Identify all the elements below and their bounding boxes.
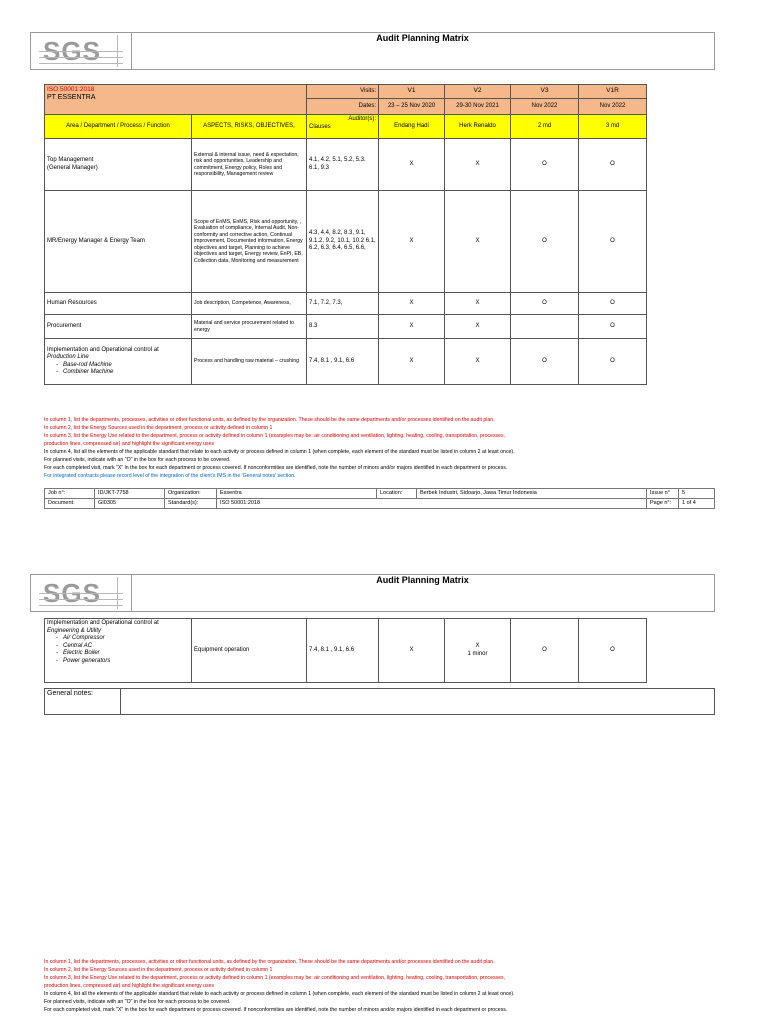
visit-mark: X <box>445 139 511 191</box>
instruction-line: In column 1, list the departments, processes, activities or other functional units, as defined by the organization. These should be the same departments and/or processes identified on the audit plan. <box>44 959 495 965</box>
auditor-name: Herk Renaldo <box>445 115 511 139</box>
instruction-line: In column 3, list the Energy Use related to the department, process or activity defined in column 1 (examples may be: air conditioning and ventilation, lighting, heating, cooling, transportation, processes, <box>44 433 506 439</box>
visit-mark: X <box>379 619 445 683</box>
dates-label: Dates: <box>307 99 379 115</box>
visit-v1: V1 <box>379 85 445 99</box>
visit-mark: O <box>579 315 647 339</box>
visit-mark: O <box>511 293 579 315</box>
area-cell: Procurement <box>45 315 192 339</box>
visit-mark: X <box>379 139 445 191</box>
area-cell: Human Resources <box>45 293 192 315</box>
area-cell: Implementation and Operational control at Engineering & Utility - Air Compressor - Central AC - Electric Boiler - Power generators <box>45 619 192 683</box>
area-cell: MR/Energy Manager & Energy Team <box>45 191 192 293</box>
document-title: Audit Planning Matrix <box>376 575 469 585</box>
visit-v3: V3 <box>511 85 579 99</box>
instruction-line: production lines, compressed air) and highlight the significant energy uses <box>44 441 215 447</box>
nonconformity-note: 1 minor <box>467 650 488 657</box>
standard: ISO 50001:2018 <box>217 499 647 509</box>
visit-mark: O <box>579 293 647 315</box>
area-cell: Top Management (General Manager) <box>45 139 192 191</box>
visit-date: Nov 2022 <box>579 99 647 115</box>
sgs-logo: SGS <box>31 33 132 69</box>
table-row <box>45 339 715 385</box>
document-title: Audit Planning Matrix <box>376 33 469 43</box>
visit-mark: X <box>379 191 445 293</box>
job-number: ID/JKT-7758 <box>95 489 165 499</box>
table-row <box>45 191 715 293</box>
visit-mark: X <box>445 339 511 385</box>
instruction-line: For integrated contracts please record level of the integration of the client's IMS in the 'General notes' section. <box>44 473 296 479</box>
clauses-cell: 7.4, 8.1 , 9.1, 6.6 <box>307 339 379 385</box>
visit-mark: X <box>379 293 445 315</box>
visit-mark: O <box>511 139 579 191</box>
client-info <box>45 85 307 115</box>
visit-v1r: V1R <box>579 85 647 99</box>
clauses-label: Clauses <box>309 123 331 130</box>
table-row <box>45 139 715 191</box>
visit-v2: V2 <box>445 85 511 99</box>
aspects-cell: Material and service procurement related to energy <box>192 315 307 339</box>
auditor-name: Endang Hadi <box>379 115 445 139</box>
instruction-line: In column 1, list the departments, processes, activities or other functional units, as defined by the organization. These should be the same departments and/or processes identified on the audit plan. <box>44 417 495 423</box>
instruction-line: production lines, compressed air) and highlight the significant energy uses <box>44 983 215 989</box>
clauses-cell: 7.1, 7.2, 7.3, <box>307 293 379 315</box>
instructions <box>44 416 744 480</box>
visits-label: Visits: <box>307 85 379 99</box>
auditor-name: 3 md <box>579 115 647 139</box>
document-footer: Job n°: ID/JKT-7758 Organization: Essentra Location: Berbek Industri, Sidoarjo, Jawa Timur Indonesia Issue n° 5 Document: GI0305 Standard(s): ISO 50001:2018 Page n°: 1 of 4 <box>44 488 715 509</box>
list-item: - Power generators <box>63 658 189 666</box>
table-row <box>45 293 715 315</box>
list-item: - Central AC <box>63 643 189 651</box>
visit-mark: X <box>445 315 511 339</box>
clauses-cell: 7.4, 8.1 , 9.1, 6.6 <box>307 619 379 683</box>
organization: Essentra <box>217 489 377 499</box>
visit-mark: O <box>579 339 647 385</box>
col-area-header: Area / Department / Process / Function <box>45 115 192 139</box>
auditor-name: 2 md <box>511 115 579 139</box>
instruction-line: For planned visits, indicate with an "O" in the box for each process to be covered. <box>44 999 231 1005</box>
instruction-line: For each completed visit, mark "X" in the box for each department or process covered. If nonconformities are identified, note the number of minors and/or majors identified in each department or process. <box>44 465 508 471</box>
standard-name: ISO 50001:2018 <box>47 86 95 93</box>
col-clauses-header <box>307 115 379 139</box>
clauses-cell: 4.1, 4.2, 5.1, 5.2, 5.3. 6.1, 9.3 <box>307 139 379 191</box>
general-notes-table <box>44 688 715 715</box>
issue-number: 5 <box>679 489 715 499</box>
visit-mark: O <box>511 191 579 293</box>
instruction-line: In column 2, list the Energy Sources used in the department, process or activity defined in column 1 <box>44 425 273 431</box>
list-item: - Electric Boiler <box>63 650 189 658</box>
page-number: 1 of 4 <box>679 499 715 509</box>
table-row <box>45 619 715 683</box>
document-code: GI0305 <box>95 499 165 509</box>
clauses-cell: 8.3 <box>307 315 379 339</box>
audit-matrix-continued <box>44 618 715 683</box>
aspects-cell: Equipment operation <box>192 619 307 683</box>
visit-date: 23 – 25 Nov 2020 <box>379 99 445 115</box>
general-notes-label: General notes: <box>45 689 121 715</box>
list-item: - Combiner Machine <box>63 369 189 377</box>
visit-mark: O <box>579 139 647 191</box>
aspects-cell: Scope of EnMS, EnMS, Risk and opportunity, , Evaluation of compliance, Internal Audit, Non-conformity and corrective action, Continual improvement, Documented information, Energy objectives and target, Planning to achieve objectives and target, Energy review, EnPI, EB, Collection data, Monitoring and measurement <box>192 191 307 293</box>
sgs-logo: SGS <box>31 575 132 611</box>
visit-mark: X <box>379 339 445 385</box>
list-item: - Air Compressor <box>63 635 189 643</box>
visit-mark: O <box>579 191 647 293</box>
instruction-line: In column 3, list the Energy Use related to the department, process or activity defined in column 1 (examples may be: air conditioning and ventilation, lighting, heating, cooling, transportation, processes, <box>44 975 506 981</box>
aspects-cell: Process and handling raw material – crushing <box>192 339 307 385</box>
location: Berbek Industri, Sidoarjo, Jawa Timur Indonesia <box>417 489 647 499</box>
visit-mark: X <box>445 293 511 315</box>
instruction-line: In column 4, list all the elements of the applicable standard that relate to each activity or process defined in column 1 (when complete, each element of the standard must be listed in column 2 at least once). <box>44 991 515 997</box>
clauses-cell: 4.3, 4.4, 8.2, 8.3, 9.1, 9.1.2, 9.2, 10.1, 10.2 6.1, 6.2, 6.3, 6.4, 6.5, 6.6, <box>307 191 379 293</box>
page-header <box>30 574 715 612</box>
general-notes-field[interactable] <box>121 689 715 715</box>
instruction-line: For planned visits, indicate with an "O" in the box for each process to be covered. <box>44 457 231 463</box>
area-cell: Implementation and Operational control at Production Line - Base-rod Machine - Combiner Machine <box>45 339 192 385</box>
audit-matrix <box>44 84 715 385</box>
visit-mark-with-note: X 1 minor <box>445 619 511 683</box>
instruction-line: In column 2, list the Energy Sources used in the department, process or activity defined in column 1 <box>44 967 273 973</box>
visit-mark: O <box>511 619 579 683</box>
visit-mark: O <box>579 619 647 683</box>
visit-mark <box>511 315 579 339</box>
visit-mark: X <box>379 315 445 339</box>
page-header <box>30 32 715 70</box>
visit-date: 29-30 Nov 2021 <box>445 99 511 115</box>
col-aspects-header: ASPECTS, RISKS, OBJECTIVES, <box>192 115 307 139</box>
auditors-label: Auditor(s): <box>348 116 376 122</box>
instruction-line: In column 4, list all the elements of the applicable standard that relate to each activity or process defined in column 1 (when complete, each element of the standard must be listed in column 2 at least once). <box>44 449 515 455</box>
instructions <box>44 958 744 1014</box>
visit-date: Nov 2022 <box>511 99 579 115</box>
company-name: PT ESSENTRA <box>47 94 96 102</box>
table-row <box>45 315 715 339</box>
list-item: - Base-rod Machine <box>63 362 189 370</box>
instruction-line: For each completed visit, mark "X" in the box for each department or process covered. If nonconformities are identified, note the number of minors and/or majors identified in each department or process. <box>44 1007 508 1013</box>
aspects-cell: Job description, Competence, Awareness, <box>192 293 307 315</box>
aspects-cell: External & internal issue, need & expectation, risk and opportunities, Leadership and commitment, Energy policy, Roles and responsibility, Management review <box>192 139 307 191</box>
visit-mark: O <box>511 339 579 385</box>
visit-mark: X <box>445 191 511 293</box>
